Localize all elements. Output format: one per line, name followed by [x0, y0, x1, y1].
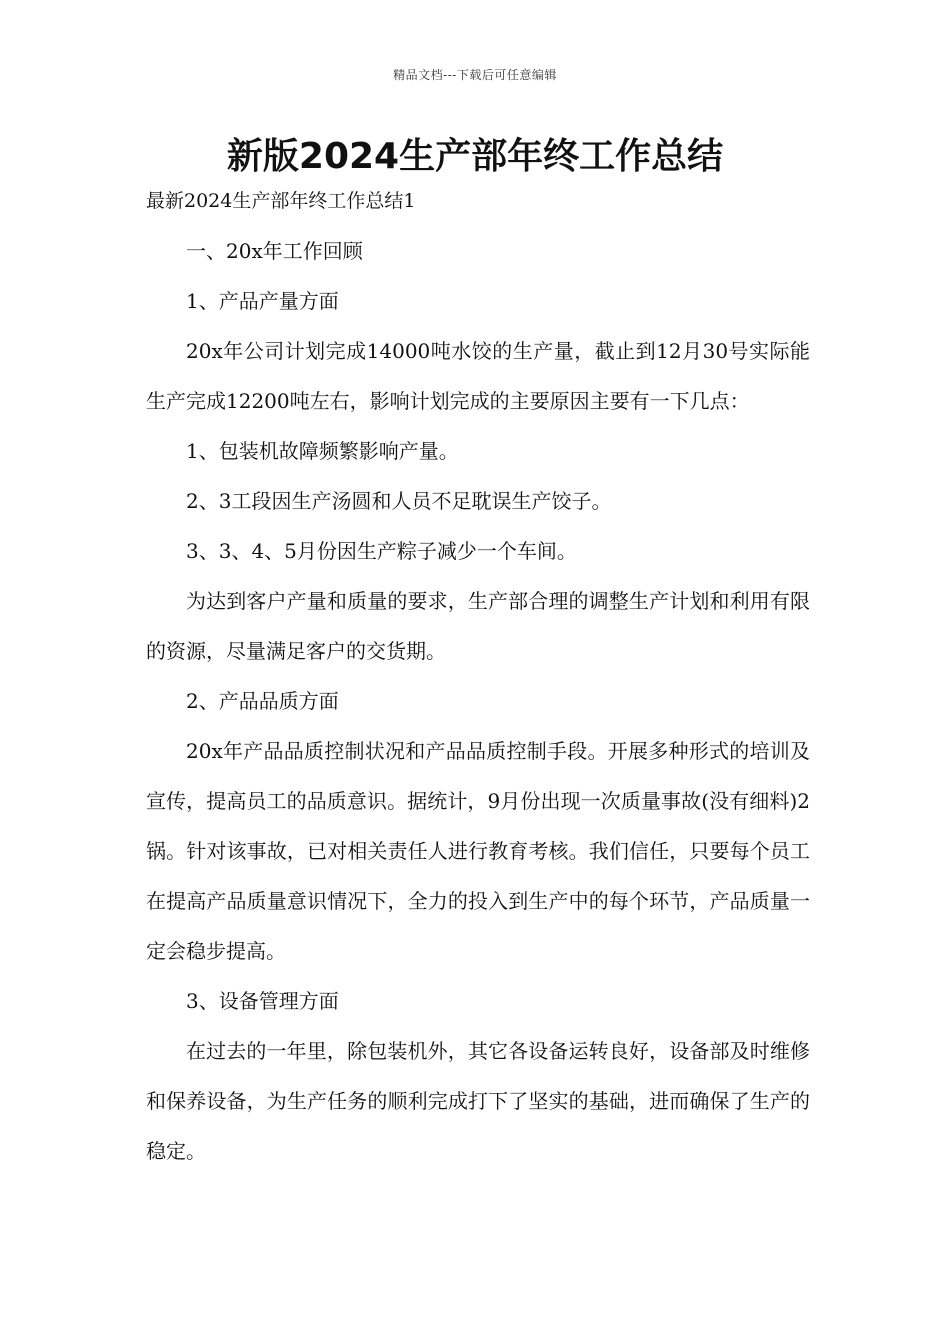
paragraph-quality: 20x年产品品质控制状况和产品品质控制手段。开展多种形式的培训及宣传，提高员工的品质意识。据统计，9月份出现一次质量事故(没有细料)2锅。针对该事故，已对相关责任人进行教育考核。我们信任，只要每个员工在提高产品质量意识情况下，全力的投入到生产中的每个环节，产品质量一定会稳步提高。 — [146, 739, 810, 963]
document-subtitle: 最新2024生产部年终工作总结1 — [146, 190, 416, 212]
document-body — [146, 226, 810, 1176]
paragraph-equipment: 在过去的一年里，除包装机外，其它各设备运转良好，设备部及时维修和保养设备，为生产任务的顺利完成打下了坚实的基础，进而确保了生产的稳定。 — [146, 1039, 810, 1163]
section-heading-quality: 2、产品品质方面 — [186, 689, 339, 713]
paragraph-adjustment: 为达到客户产量和质量的要求，生产部合理的调整生产计划和利用有限的资源，尽量满足客户的交货期。 — [146, 589, 810, 663]
section-heading-equipment: 3、设备管理方面 — [186, 989, 339, 1013]
page-header: 精品文档---下载后可任意编辑 — [393, 68, 557, 82]
paragraph-output-summary: 20x年公司计划完成14000吨水饺的生产量，截止到12月30号实际能生产完成12200吨左右，影响计划完成的主要原因主要有一下几点： — [146, 339, 810, 413]
section-heading-output: 1、产品产量方面 — [186, 289, 339, 313]
document-title: 新版2024生产部年终工作总结 — [226, 136, 724, 177]
list-item-reason-3: 3、3、4、5月份因生产粽子减少一个车间。 — [186, 539, 577, 563]
section-heading-review: 一、20x年工作回顾 — [186, 239, 363, 263]
list-item-reason-2: 2、3工段因生产汤圆和人员不足耽误生产饺子。 — [186, 489, 612, 513]
list-item-reason-1: 1、包装机故障频繁影响产量。 — [186, 439, 459, 463]
